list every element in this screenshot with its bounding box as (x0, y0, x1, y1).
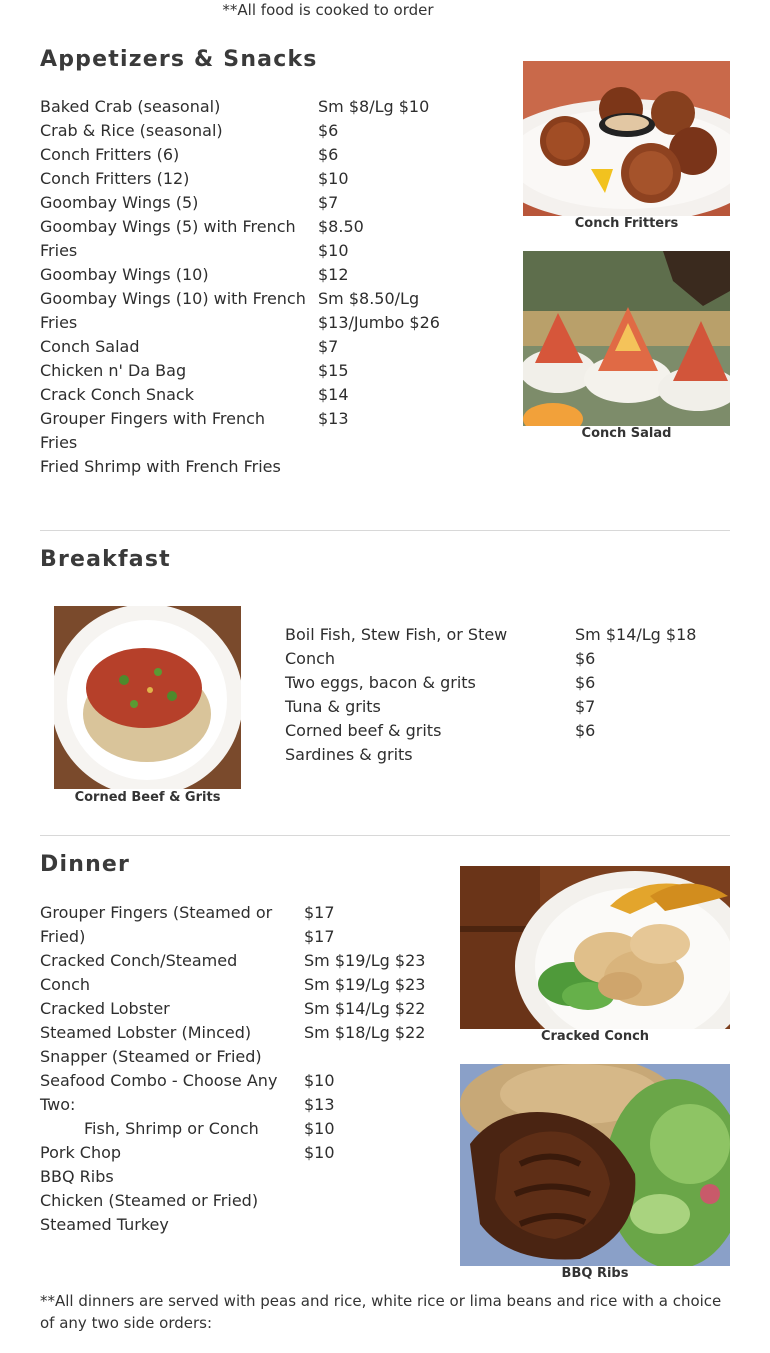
cooked-to-order-note: **All food is cooked to order (222, 1, 434, 19)
menu-item: Two eggs, bacon & grits (285, 673, 476, 692)
dinner-item-list (40, 901, 300, 1237)
menu-item: Conch (285, 649, 336, 668)
menu-item: Tuna & grits (285, 697, 381, 716)
menu-price: $7 (318, 193, 339, 212)
menu-item: Steamed Turkey (40, 1215, 169, 1234)
menu-price: $7 (575, 697, 596, 716)
menu-price: $8.50 (318, 217, 364, 236)
menu-item: Goombay Wings (10) (40, 265, 209, 284)
menu-item: Seafood Combo - Choose Any (40, 1071, 278, 1090)
appetizers-price-list (318, 95, 498, 431)
menu-price: $15 (318, 361, 349, 380)
menu-item: Goombay Wings (5) with French (40, 217, 296, 236)
bbq-ribs-photo (460, 1064, 730, 1266)
menu-item: Goombay Wings (5) (40, 193, 199, 212)
menu-item: Conch (40, 975, 91, 994)
dinner-price-list (304, 901, 454, 1165)
menu-price: Sm $19/Lg $23 (304, 975, 426, 994)
section-divider (40, 530, 730, 531)
menu-item: Cracked Conch/Steamed (40, 951, 238, 970)
menu-item: Conch Fritters (12) (40, 169, 190, 188)
menu-item: Grouper Fingers (Steamed or (40, 903, 273, 922)
menu-price: Sm $19/Lg $23 (304, 951, 426, 970)
menu-item: Fish, Shrimp or Conch (84, 1119, 259, 1138)
menu-price: Sm $14/Lg $18 (575, 625, 697, 644)
menu-item: Crack Conch Snack (40, 385, 194, 404)
cracked-conch-photo (460, 866, 730, 1029)
menu-item: Boil Fish, Stew Fish, or Stew (285, 625, 508, 644)
menu-item: BBQ Ribs (40, 1167, 114, 1186)
menu-price: $7 (318, 337, 339, 356)
breakfast-item-list (285, 623, 565, 767)
corned-beef-grits-caption: Corned Beef & Grits (74, 790, 221, 805)
menu-item: Chicken n' Da Bag (40, 361, 187, 380)
menu-price: $10 (304, 1071, 335, 1090)
menu-item: Pork Chop (40, 1143, 122, 1162)
menu-item: Crab & Rice (seasonal) (40, 121, 223, 140)
appetizers-heading: Appetizers & Snacks (40, 47, 318, 72)
menu-price: $12 (318, 265, 349, 284)
menu-item: Fries (40, 433, 78, 452)
menu-price: $6 (575, 721, 596, 740)
menu-price: $10 (304, 1143, 335, 1162)
dinner-sides-footnote: **All dinners are served with peas and rice, white rice or lima beans and rice with a choice of any two side orders: (40, 1292, 722, 1332)
menu-item: Grouper Fingers with French (40, 409, 266, 428)
menu-price: $14 (318, 385, 349, 404)
menu-price: $17 (304, 927, 335, 946)
menu-item: Fries (40, 241, 78, 260)
menu-item: Fries (40, 313, 78, 332)
menu-item: Sardines & grits (285, 745, 413, 764)
breakfast-price-list (575, 623, 730, 743)
menu-item: Baked Crab (seasonal) (40, 97, 221, 116)
menu-price: $13 (318, 409, 349, 428)
menu-price: $6 (318, 121, 339, 140)
menu-item: Fried) (40, 927, 86, 946)
menu-item: Corned beef & grits (285, 721, 442, 740)
menu-item: Steamed Lobster (Minced) (40, 1023, 252, 1042)
menu-price: Sm $8.50/Lg (318, 289, 420, 308)
corned-beef-grits-photo (54, 606, 241, 789)
menu-price: $13/Jumbo $26 (318, 313, 440, 332)
appetizers-item-list (40, 95, 310, 479)
menu-item: Cracked Lobster (40, 999, 170, 1018)
bbq-ribs-caption: BBQ Ribs (561, 1266, 629, 1281)
menu-price: $10 (318, 241, 349, 260)
menu-price: $13 (304, 1095, 335, 1114)
menu-item: Chicken (Steamed or Fried) (40, 1191, 259, 1210)
conch-fritters-photo (523, 61, 730, 216)
menu-item: Conch Fritters (6) (40, 145, 180, 164)
menu-price: $10 (318, 169, 349, 188)
menu-item: Conch Salad (40, 337, 140, 356)
conch-salad-caption: Conch Salad (581, 426, 672, 441)
menu-price: $17 (304, 903, 335, 922)
conch-salad-photo (523, 251, 730, 426)
conch-fritters-caption: Conch Fritters (574, 216, 679, 231)
menu-price: $10 (304, 1119, 335, 1138)
dinner-heading: Dinner (40, 852, 131, 877)
menu-price: $6 (575, 649, 596, 668)
menu-price: $6 (575, 673, 596, 692)
menu-price (304, 1045, 454, 1069)
menu-price: Sm $8/Lg $10 (318, 97, 430, 116)
menu-item: Two: (40, 1095, 76, 1114)
menu-price: $6 (318, 145, 339, 164)
menu-price: Sm $14/Lg $22 (304, 999, 426, 1018)
section-divider (40, 835, 730, 836)
breakfast-heading: Breakfast (40, 547, 171, 572)
menu-item: Fried Shrimp with French Fries (40, 457, 281, 476)
menu-item: Snapper (Steamed or Fried) (40, 1047, 262, 1066)
menu-price: Sm $18/Lg $22 (304, 1023, 426, 1042)
menu-item: Goombay Wings (10) with French (40, 289, 306, 308)
cracked-conch-caption: Cracked Conch (540, 1029, 650, 1044)
